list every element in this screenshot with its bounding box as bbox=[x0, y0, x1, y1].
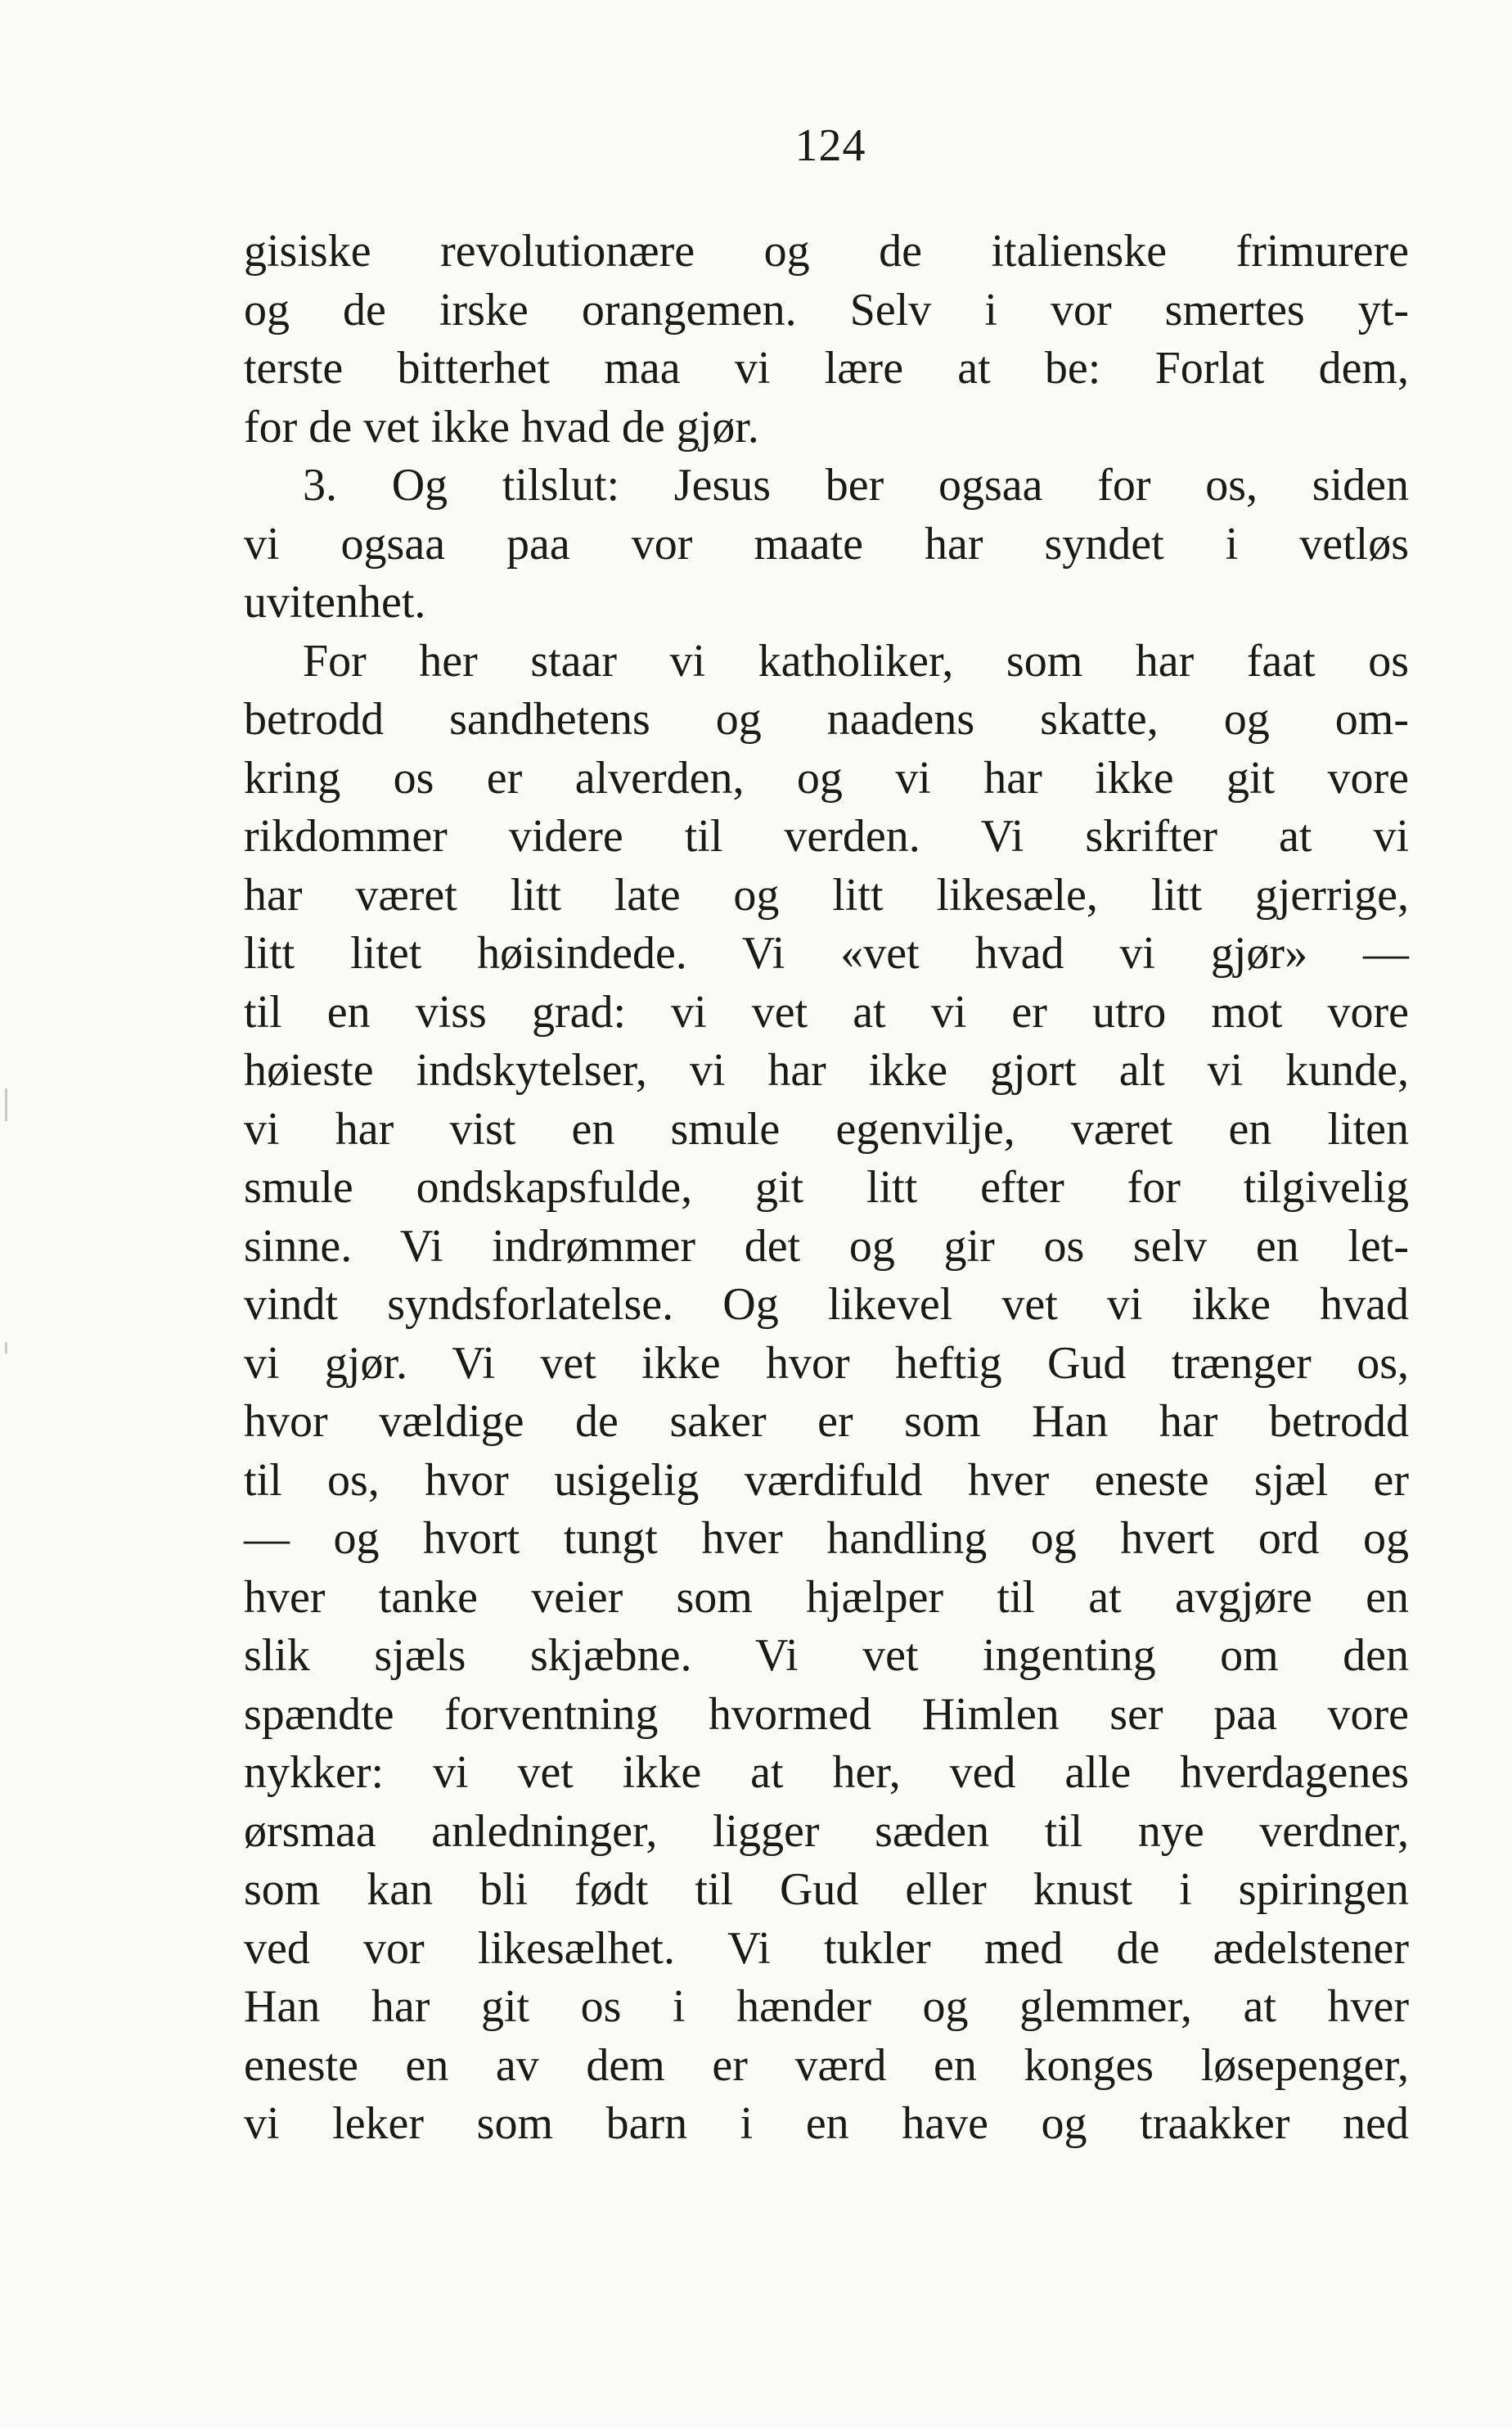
text-line: rikdommer videre til verden. Vi skrifter at vi bbox=[244, 811, 1409, 862]
text-line: slik sjæls skjæbne. Vi vet ingenting om den bbox=[244, 1630, 1409, 1681]
text-line: nykker: vi vet ikke at her, ved alle hverdagenes bbox=[244, 1747, 1409, 1798]
text-line: 3. Og tilslut: Jesus ber ogsaa for os, siden bbox=[303, 460, 1409, 511]
text-line: hvor vældige de saker er som Han har betrodd bbox=[244, 1396, 1409, 1447]
text-line: gisiske revolutionære og de italienske frimurere bbox=[244, 226, 1409, 277]
text-line: smule ondskapsfulde, git litt efter for tilgivelig bbox=[244, 1162, 1409, 1213]
body-text bbox=[244, 223, 1409, 2154]
text-line: høieste indskytelser, vi har ikke gjort alt vi kunde, bbox=[244, 1045, 1409, 1096]
text-line: For her staar vi katholiker, som har faat os bbox=[303, 635, 1409, 687]
text-line: kring os er alverden, og vi har ikke git vore bbox=[244, 752, 1409, 804]
text-line: hver tanke veier som hjælper til at avgjøre en bbox=[244, 1571, 1409, 1623]
text-line: vi ogsaa paa vor maate har syndet i vetløs bbox=[244, 518, 1409, 570]
text-line: eneste en av dem er værd en konges løsepenger, bbox=[244, 2039, 1409, 2091]
page-number: 124 bbox=[794, 120, 866, 171]
text-line: har været litt late og litt likesæle, litt gjerrige, bbox=[244, 869, 1409, 921]
text-line: — og hvort tungt hver handling og hvert ord og bbox=[244, 1513, 1409, 1564]
text-line: ved vor likesælhet. Vi tukler med de ædelstener bbox=[244, 1922, 1409, 1974]
scan-edge-mark bbox=[5, 1088, 7, 1121]
text-line: til os, hvor usigelig værdifuld hver eneste sjæl er bbox=[244, 1454, 1409, 1506]
text-line: uvitenhet. bbox=[244, 577, 426, 628]
text-line: vi gjør. Vi vet ikke hvor heftig Gud trænger os, bbox=[244, 1337, 1409, 1389]
text-line: litt litet høisindede. Vi «vet hvad vi gjør» — bbox=[244, 928, 1409, 979]
text-line: som kan bli født til Gud eller knust i spiringen bbox=[244, 1864, 1409, 1915]
text-line: Han har git os i hænder og glemmer, at hver bbox=[244, 1981, 1409, 2032]
text-line: ørsmaa anledninger, ligger sæden til nye verdner, bbox=[244, 1805, 1409, 1857]
text-line: og de irske orangemen. Selv i vor smertes yt- bbox=[244, 284, 1409, 336]
scan-edge-mark bbox=[5, 1342, 7, 1354]
text-line: for de vet ikke hvad de gjør. bbox=[244, 401, 759, 453]
text-line: vi har vist en smule egenvilje, været en liten bbox=[244, 1103, 1409, 1155]
text-line: vindt syndsforlatelse. Og likevel vet vi ikke hvad bbox=[244, 1279, 1409, 1330]
text-line: til en viss grad: vi vet at vi er utro mot vore bbox=[244, 986, 1409, 1038]
text-line: terste bitterhet maa vi lære at be: Forlat dem, bbox=[244, 343, 1409, 394]
text-line: spændte forventning hvormed Himlen ser paa vore bbox=[244, 1688, 1409, 1740]
text-line: betrodd sandhetens og naadens skatte, og om- bbox=[244, 694, 1409, 745]
text-line: sinne. Vi indrømmer det og gir os selv en let- bbox=[244, 1220, 1409, 1272]
text-line: vi leker som barn i en have og traakker ned bbox=[244, 2098, 1409, 2149]
